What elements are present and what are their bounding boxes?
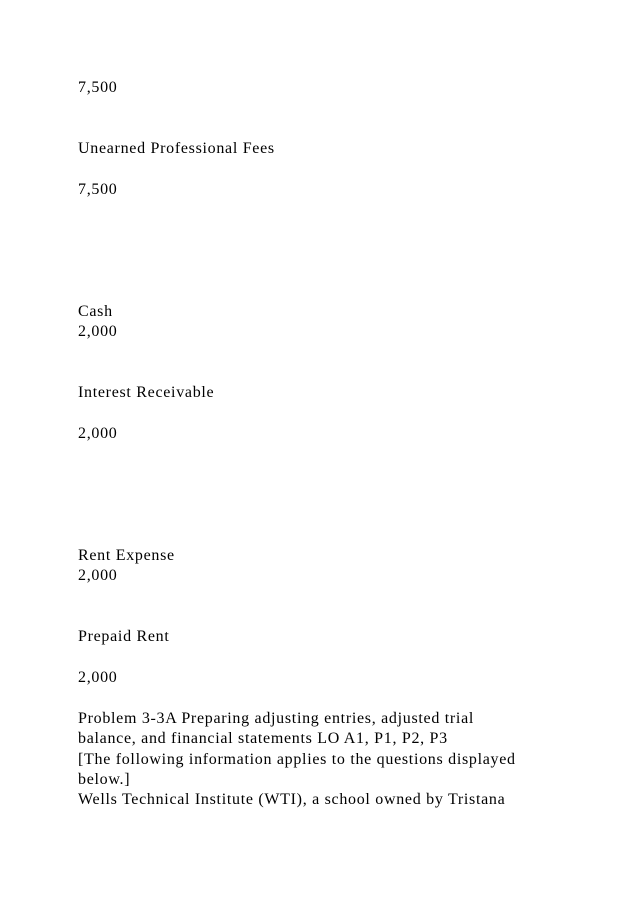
amount-line: 7,500 bbox=[78, 79, 118, 96]
account-name-line: Interest Receivable bbox=[78, 384, 215, 401]
amount-line: 2,000 bbox=[78, 669, 118, 686]
problem-text-line: balance, and financial statements LO A1, P1, P2, P3 bbox=[78, 730, 448, 747]
account-name-line: Unearned Professional Fees bbox=[78, 140, 275, 157]
problem-text-line: below.] bbox=[78, 771, 131, 788]
amount-line: 2,000 bbox=[78, 323, 118, 340]
account-name-line: Cash bbox=[78, 303, 113, 320]
problem-text-line: Problem 3-3A Preparing adjusting entries, adjusted trial bbox=[78, 710, 475, 727]
amount-line: 7,500 bbox=[78, 181, 118, 198]
account-name-line: Rent Expense bbox=[78, 547, 175, 564]
problem-text-line: [The following information applies to the questions displayed bbox=[78, 751, 516, 768]
account-name-line: Prepaid Rent bbox=[78, 628, 170, 645]
amount-line: 2,000 bbox=[78, 425, 118, 442]
amount-line: 2,000 bbox=[78, 567, 118, 584]
problem-text-line: Wells Technical Institute (WTI), a school owned by Tristana bbox=[78, 791, 506, 808]
